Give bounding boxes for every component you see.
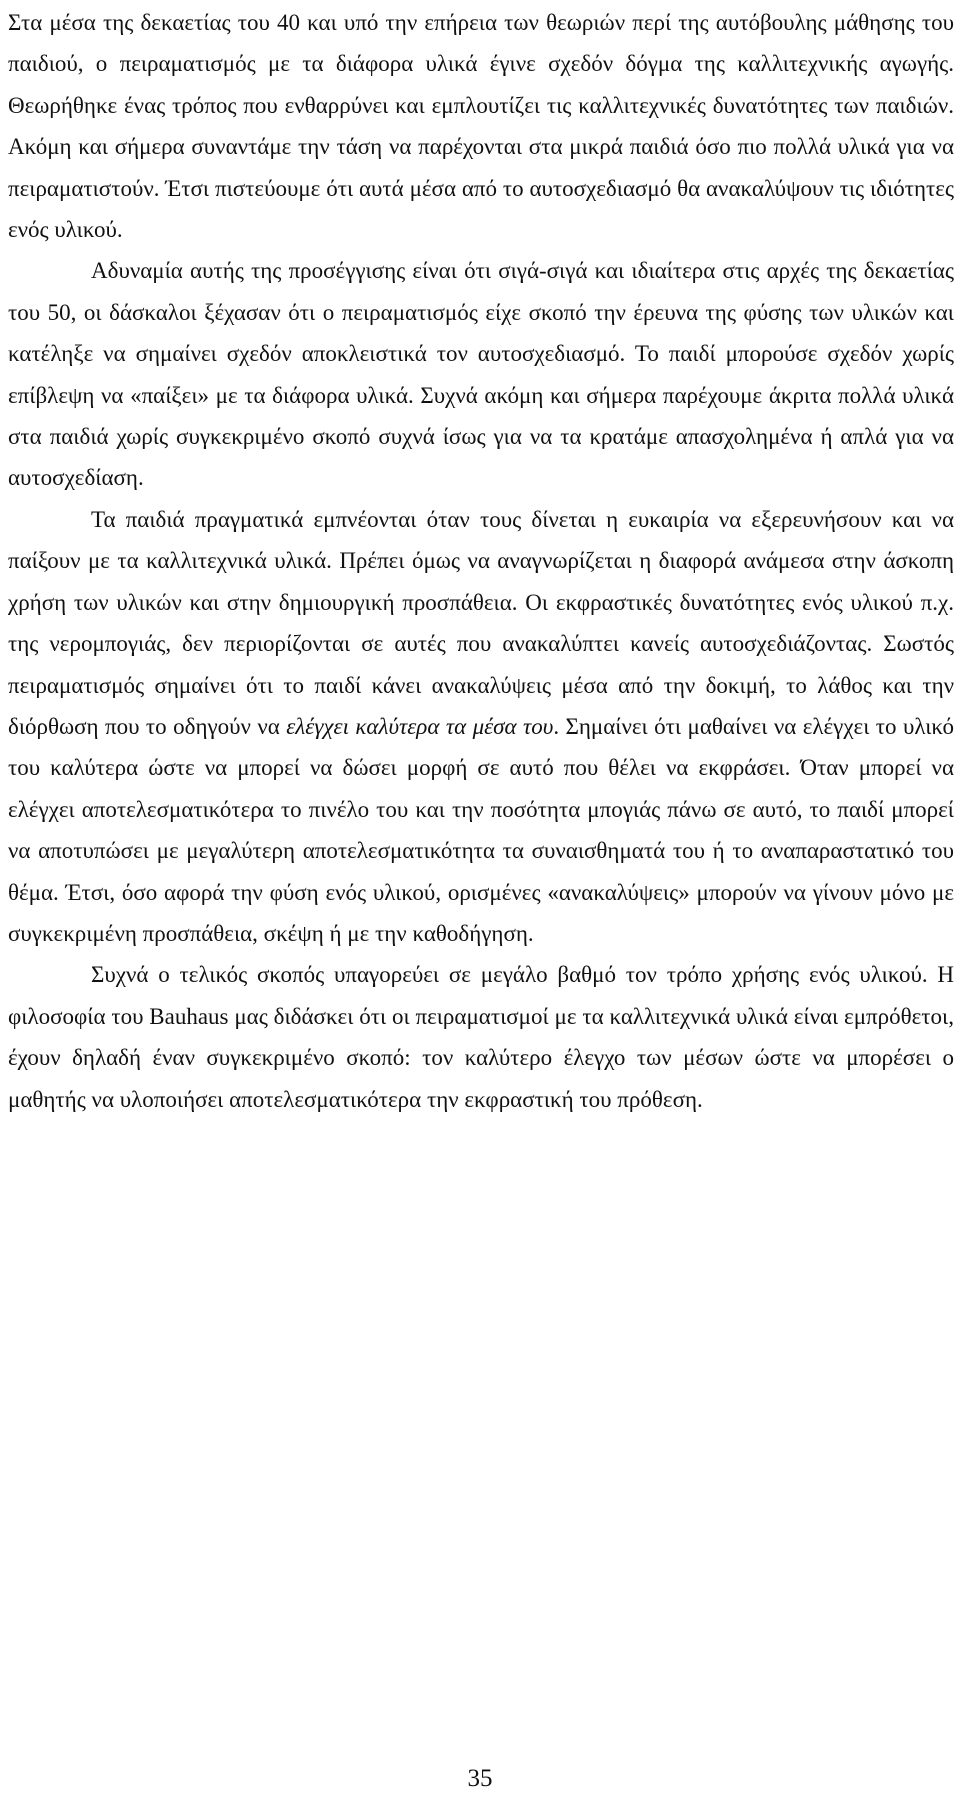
page-number: 35: [467, 1765, 493, 1792]
paragraph-3-text-after: . Σημαίνει ότι μαθαίνει να ελέγχει το υλικό του καλύτερα ώστε να μπορεί να δώσει μορφή σε αυτό που θέλει να εκφράσει. Όταν μπορεί να ελέγχει αποτελεσματικότερα το πινέλο του και την ποσότητα μπογιάς πάνω σε αυτό, το παιδί μπορεί να αποτυπώσει με μεγαλύτερη αποτελεσματικότητα τα συναισθηματά του ή το αναπαραστατικό του θέμα. Έτσι, όσο αφορά την φύση ενός υλικού, ορισμένες «ανακαλύψεις» μπορούν να γίνουν μόνο με συγκεκριμένη προσπάθεια, σκέψη ή με την καθοδήγηση.: [8, 713, 955, 946]
paragraph-3: [8, 499, 954, 954]
paragraph-3-emphasis: ελέγχει καλύτερα τα μέσα του: [286, 713, 554, 739]
paragraph-4: Συχνά ο τελικός σκοπός υπαγορεύει σε μεγάλο βαθμό τον τρόπο χρήσης ενός υλικού. Η φιλοσοφία του Bauhaus μας διδάσκει ότι οι πειραματισμοί με τα καλλιτεχνικά υλικά είναι εμπρόθετοι, έχουν δηλαδή έναν συγκεκριμένο σκοπό: τον καλύτερο έλεγχο των μέσων ώστε να μπορέσει ο μαθητής να υλοποιήσει αποτελεσματικότερα την εκφραστική του πρόθεση.: [8, 962, 954, 1112]
paragraph-1: Στα μέσα της δεκαετίας του 40 και υπό την επήρεια των θεωριών περί της αυτόβουλης μάθησης του παιδιού, ο πειραματισμός με τα διάφορα υλικά έγινε σχεδόν δόγμα της καλλιτεχνικής αγωγής. Θεωρήθηκε ένας τρόπος που ενθαρρύνει και εμπλουτίζει τις καλλιτεχνικές δυνατότητες των παιδιών. Ακόμη και σήμερα συναντάμε την τάση να παρέχονται στα μικρά παιδιά όσο πιο πολλά υλικά για να πειραματιστούν. Έτσι πιστεύουμε ότι αυτά μέσα από το αυτοσχεδιασμό θα ανακαλύψουν τις ιδιότητες ενός υλικού.: [8, 10, 954, 243]
paragraph-2: Αδυναμία αυτής της προσέγγισης είναι ότι σιγά-σιγά και ιδιαίτερα στις αρχές της δεκαετίας του 50, οι δάσκαλοι ξέχασαν ότι ο πειραματισμός είχε σκοπό την έρευνα της φύσης των υλικών και κατέληξε να σημαίνει σχεδόν αποκλειστικά τον αυτοσχεδιασμό. Το παιδί μπορούσε σχεδόν χωρίς επίβλεψη να «παίξει» με τα διάφορα υλικά. Συχνά ακόμη και σήμερα παρέχουμε άκριτα πολλά υλικά στα παιδιά χωρίς συγκεκριμένο σκοπό συχνά ίσως για να τα κρατάμε απασχολημένα ή απλά για να αυτοσχεδίαση.: [8, 258, 954, 491]
body-text: [8, 2, 954, 1120]
paragraph-3-text-before: Τα παιδιά πραγματικά εμπνέονται όταν τους δίνεται η ευκαιρία να εξερευνήσουν και να παίξουν με τα καλλιτεχνικά υλικά. Πρέπει όμως να αναγνωρίζεται η διαφορά ανάμεσα στην άσκοπη χρήση των υλικών και στην δημιουργική προσπάθεια. Οι εκφραστικές δυνατότητες ενός υλικού π.χ. της νερομπογιάς, δεν περιορίζονται σε αυτές που ανακαλύπτει κανείς αυτοσχεδιάζοντας. Σωστός πειραματισμός σημαίνει ότι το παιδί κάνει ανακαλύψεις μέσα από την δοκιμή, το λάθος και την διόρθωση που το οδηγούν να: [8, 506, 954, 739]
